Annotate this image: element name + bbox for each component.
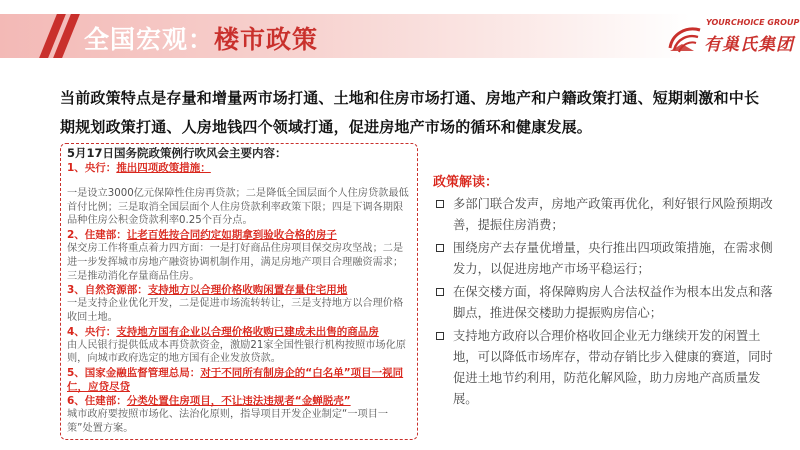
checkbox-bullet-icon xyxy=(436,288,444,296)
summary-item xyxy=(67,161,412,228)
item-head-highlight: 让老百姓按合同约定如期拿到验收合格的房子 xyxy=(126,229,337,242)
item-head-highlight: 支持地方以合理价格收购闲置存量住宅用地 xyxy=(147,284,348,297)
summary-item-head xyxy=(67,394,412,408)
interpretation-bullet xyxy=(433,326,773,410)
checkbox-bullet-icon xyxy=(436,244,444,252)
lead-paragraph: 当前政策特点是存量和增量两市场打通、土地和住房市场打通、房地产和户籍政策打通、短期刺激和中长期规划政策打通、人房地钱四个领域打通，促进房地产市场的循环和健康发展。 xyxy=(60,89,760,136)
summary-item-head xyxy=(67,325,412,339)
checkbox-bullet-icon xyxy=(436,332,444,340)
interpretation-bullet xyxy=(433,282,773,324)
summary-item-head xyxy=(67,283,412,297)
summary-item xyxy=(67,325,412,366)
summary-item-head xyxy=(67,366,412,394)
bullet-text: 在保交楼方面，将保障购房人合法权益作为根本出发点和落脚点，推进保交楼助力提振购房信心； xyxy=(453,285,773,320)
page-title xyxy=(84,20,318,56)
item-head-highlight: 分类处置住房项目，不让违法违规者“金蝉脱壳” xyxy=(126,395,351,408)
item-head-label: 3、自然资源部： xyxy=(67,284,148,297)
item-head-highlight: 推出四项政策措施： xyxy=(116,162,211,174)
summary-item-body: 保交房工作将重点着力四方面：一是打好商品住房项目保交房攻坚战；二是进一步发挥城市房地产融资协调机制作用，满足房地产项目合理融资需求；三是推动消化存量商品住房。 xyxy=(67,243,404,282)
checkbox-bullet-icon xyxy=(436,200,444,208)
page-title-main: 全国宏观： xyxy=(84,25,215,54)
item-head-label: 4、央行： xyxy=(67,325,117,338)
item-head-highlight: 对于不同所有制房企的“白名单”项目一视同仁，应贷尽贷 xyxy=(67,367,404,394)
bullet-text: 多部门联合发声，房地产政策再优化，利好银行风险预期改善，提振住房消费； xyxy=(453,197,773,232)
policy-interpretation xyxy=(433,171,773,412)
bullet-text: 围绕房产去存量优增量，央行推出四项政策措施，在需求侧发力，以促进房地产市场平稳运行； xyxy=(453,241,773,276)
interpretation-bullet xyxy=(433,238,773,280)
meeting-summary-box xyxy=(60,143,418,440)
summary-item-head xyxy=(67,161,412,175)
item-head-highlight: 支持地方国有企业以合理价格收购已建成未出售的商品房 xyxy=(116,325,379,338)
summary-item xyxy=(67,228,412,283)
company-logo xyxy=(668,10,800,60)
interpretation-bullet xyxy=(433,194,773,236)
item-head-label: 2、住建部： xyxy=(67,229,127,242)
summary-item xyxy=(67,283,412,324)
interpretation-title: 政策解读： xyxy=(433,175,499,190)
summary-item xyxy=(67,366,412,394)
summary-item-body: 城市政府要按照市场化、法治化原则，指导项目开发企业制定“一项目一策”处置方案。 xyxy=(67,409,389,434)
logo-english-text: YOURCHOICE GROUP xyxy=(706,18,800,27)
summary-item-body: 一是支持企业优化开发，二是促进市场流转转让，三是支持地方以合理价格收回土地。 xyxy=(67,298,404,323)
item-head-label: 5、国家金融监督管理总局： xyxy=(67,367,201,380)
page-title-sub: 楼市政策 xyxy=(214,25,319,54)
summary-item-body: 由人民银行提供低成本再贷款资金，激励21家全国性银行机构按照市场化原则，向城市政府选定的地方国有企业发放贷款。 xyxy=(67,339,406,365)
summary-item-head xyxy=(67,228,412,242)
box-title: 5月17日国务院政策例行吹风会主要内容： xyxy=(67,146,287,160)
summary-item-body: 一是设立3000亿元保障性住房再贷款；二是降低全国层面个人住房贷款最低首付比例；三是取消全国层面个人住房贷款利率政策下限；四是下调各期限品种住房公积金贷款利率0.25个百分点。 xyxy=(67,188,409,227)
logo-chinese-text: 有巢氏集团 xyxy=(704,35,794,55)
item-head-label: 6、住建部： xyxy=(67,395,127,408)
item-head-label: 1、央行： xyxy=(67,162,117,174)
logo-mark-icon xyxy=(668,24,702,54)
bullet-text: 支持地方政府以合理价格收回企业无力继续开发的闲置土地，可以降低市场库存，带动存销比步入健康的赛道，同时促进土地节约利用，防范化解风险，助力房地产高质量发展。 xyxy=(453,329,773,406)
summary-item xyxy=(67,394,412,435)
